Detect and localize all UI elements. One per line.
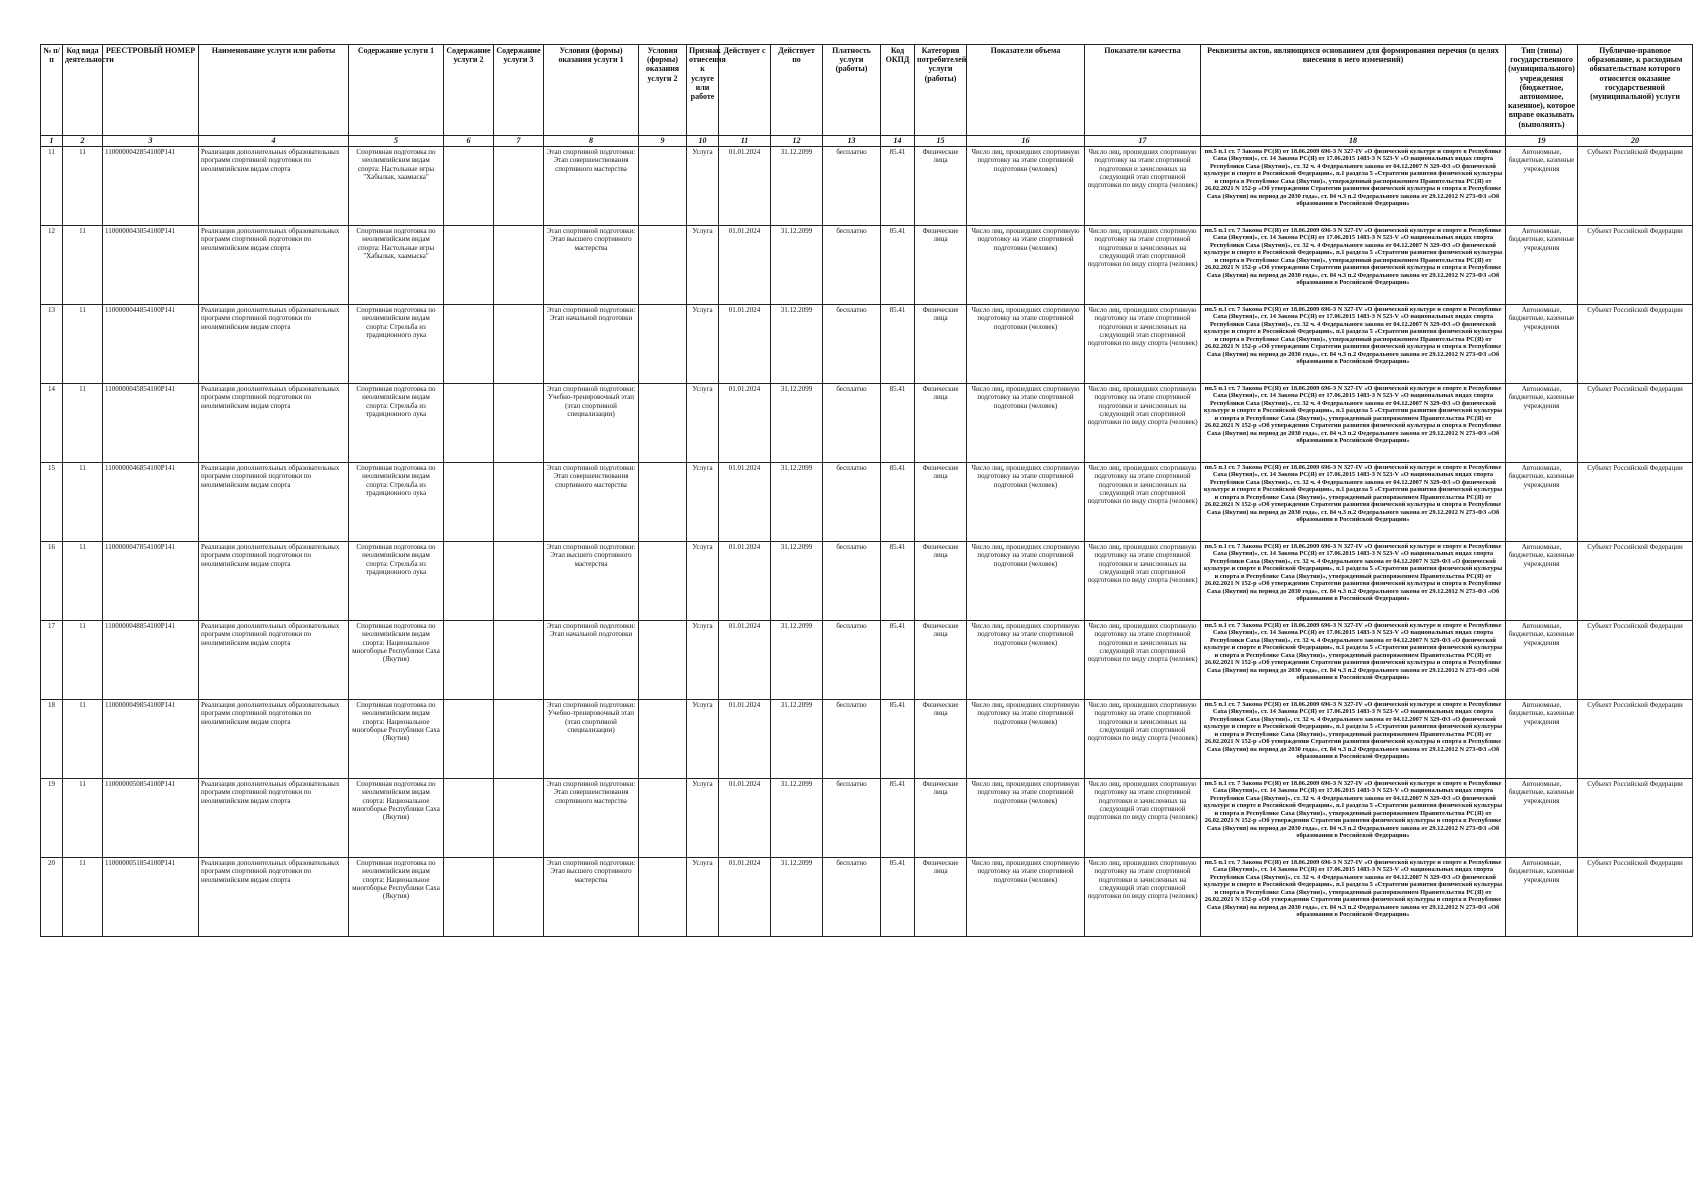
registry-number-cell: 1100000049854100Р141 bbox=[103, 700, 199, 779]
quality-indicator-cell: Число лиц, прошедших спортивную подготовку на этапе спортивной подготовки и зачисленных на следующий этап спортивной подготовки по виду спорта (человек) bbox=[1085, 384, 1201, 463]
conditions-2-cell bbox=[639, 858, 687, 937]
valid-to-cell: 31.12.2099 bbox=[771, 779, 823, 858]
service-name-cell: Реализация дополнительных образовательных программ спортивной подготовки по неолимпийским видам спорта bbox=[199, 226, 349, 305]
payment-cell: бесплатно bbox=[823, 621, 881, 700]
row-number-cell: 15 bbox=[41, 463, 63, 542]
public-entity-cell: Субъект Российской Федерации bbox=[1578, 463, 1693, 542]
content-2-cell bbox=[444, 542, 494, 621]
institution-type-cell: Автономные, бюджетные, казенные учреждения bbox=[1506, 147, 1578, 226]
quality-indicator-cell: Число лиц, прошедших спортивную подготовку на этапе спортивной подготовки и зачисленных на следующий этап спортивной подготовки по виду спорта (человек) bbox=[1085, 621, 1201, 700]
column-number: 8 bbox=[544, 136, 639, 147]
institution-type-cell: Автономные, бюджетные, казенные учреждения bbox=[1506, 305, 1578, 384]
volume-indicator-cell: Число лиц, прошедших спортивную подготовку на этапе спортивной подготовки (человек) bbox=[967, 305, 1085, 384]
row-number-cell: 16 bbox=[41, 542, 63, 621]
legal-basis-cell: пп.5 п.1 ст. 7 Закона РС(Я) от 18.06.2009 696-З N 327-IV «О физической культуре и спорте в Республике Саха (Якутия)», ст. 14 Закона РС(Я) от 17.06.2015 1483-З N 523-V «О национальных видах спорта Республики Саха (Якутия)», ст. 32 ч. 4 Федерального закона от 04.12.2007 N 329-ФЗ «О физической культуре и спорте в Российской Федерации», п.1 раздела 5 «Стратегии развития физической культуры и спорта в Республике Саха (Якутия)», утвержденный распоряжением Правительства РС(Я) от 26.02.2021 N 152-р «Об утверждении Стратегии развития физической культуры и спорта в Республике Саха (Якутия) на период до 2030 года», ст. 84 ч.3 п.2 Федерального закона от 29.12.2012 N 273-ФЗ «Об образовании в Российской Федерации» bbox=[1201, 621, 1506, 700]
conditions-2-cell bbox=[639, 700, 687, 779]
activity-code-cell: 11 bbox=[63, 226, 103, 305]
column-number: 13 bbox=[823, 136, 881, 147]
column-number: 4 bbox=[199, 136, 349, 147]
legal-basis-cell: пп.5 п.1 ст. 7 Закона РС(Я) от 18.06.2009 696-З N 327-IV «О физической культуре и спорте в Республике Саха (Якутия)», ст. 14 Закона РС(Я) от 17.06.2015 1483-З N 523-V «О национальных видах спорта Республики Саха (Якутия)», ст. 32 ч. 4 Федерального закона от 04.12.2007 N 329-ФЗ «О физической культуре и спорте в Российской Федерации», п.1 раздела 5 «Стратегии развития физической культуры и спорта в Республике Саха (Якутия)», утвержденный распоряжением Правительства РС(Я) от 26.02.2021 N 152-р «Об утверждении Стратегии развития физической культуры и спорта в Республике Саха (Якутия) на период до 2030 года», ст. 84 ч.3 п.2 Федерального закона от 29.12.2012 N 273-ФЗ «Об образовании в Российской Федерации» bbox=[1201, 305, 1506, 384]
public-entity-cell: Субъект Российской Федерации bbox=[1578, 779, 1693, 858]
activity-code-cell: 11 bbox=[63, 305, 103, 384]
column-number: 17 bbox=[1085, 136, 1201, 147]
column-number: 14 bbox=[881, 136, 915, 147]
quality-indicator-cell: Число лиц, прошедших спортивную подготовку на этапе спортивной подготовки и зачисленных на следующий этап спортивной подготовки по виду спорта (человек) bbox=[1085, 463, 1201, 542]
institution-type-cell: Автономные, бюджетные, казенные учреждения bbox=[1506, 226, 1578, 305]
registry-sheet bbox=[40, 44, 1692, 937]
content-3-cell bbox=[494, 700, 544, 779]
column-header: Реквизиты актов, являющихся основанием для формирования перечня (в целях внесения в него изменений) bbox=[1201, 45, 1506, 136]
public-entity-cell: Субъект Российской Федерации bbox=[1578, 147, 1693, 226]
activity-code-cell: 11 bbox=[63, 700, 103, 779]
quality-indicator-cell: Число лиц, прошедших спортивную подготовку на этапе спортивной подготовки и зачисленных на следующий этап спортивной подготовки по виду спорта (человек) bbox=[1085, 147, 1201, 226]
table-row bbox=[41, 147, 1693, 226]
conditions-1-cell: Этап спортивной подготовки: Этап совершенствования спортивного мастерства bbox=[544, 147, 639, 226]
service-sign-cell: Услуга bbox=[687, 384, 719, 463]
column-header: Условия (формы) оказания услуги 1 bbox=[544, 45, 639, 136]
column-number: 12 bbox=[771, 136, 823, 147]
valid-from-cell: 01.01.2024 bbox=[719, 463, 771, 542]
column-header: Код ОКПД bbox=[881, 45, 915, 136]
payment-cell: бесплатно bbox=[823, 305, 881, 384]
content-1-cell: Спортивная подготовка по неолимпийским видам спорта: Национальное многоборье Республики Саха (Якутия) bbox=[349, 858, 444, 937]
content-3-cell bbox=[494, 305, 544, 384]
service-name-cell: Реализация дополнительных образовательных программ спортивной подготовки по неолимпийским видам спорта bbox=[199, 542, 349, 621]
consumer-category-cell: Физические лица bbox=[915, 858, 967, 937]
consumer-category-cell: Физические лица bbox=[915, 305, 967, 384]
legal-basis-cell: пп.5 п.1 ст. 7 Закона РС(Я) от 18.06.2009 696-З N 327-IV «О физической культуре и спорте в Республике Саха (Якутия)», ст. 14 Закона РС(Я) от 17.06.2015 1483-З N 523-V «О национальных видах спорта Республики Саха (Якутия)», ст. 32 ч. 4 Федерального закона от 04.12.2007 N 329-ФЗ «О физической культуре и спорте в Российской Федерации», п.1 раздела 5 «Стратегии развития физической культуры и спорта в Республике Саха (Якутия)», утвержденный распоряжением Правительства РС(Я) от 26.02.2021 N 152-р «Об утверждении Стратегии развития физической культуры и спорта в Республике Саха (Якутия) на период до 2030 года», ст. 84 ч.3 п.2 Федерального закона от 29.12.2012 N 273-ФЗ «Об образовании в Российской Федерации» bbox=[1201, 858, 1506, 937]
valid-to-cell: 31.12.2099 bbox=[771, 384, 823, 463]
public-entity-cell: Субъект Российской Федерации bbox=[1578, 305, 1693, 384]
service-sign-cell: Услуга bbox=[687, 463, 719, 542]
quality-indicator-cell: Число лиц, прошедших спортивную подготовку на этапе спортивной подготовки и зачисленных на следующий этап спортивной подготовки по виду спорта (человек) bbox=[1085, 226, 1201, 305]
service-sign-cell: Услуга bbox=[687, 147, 719, 226]
registry-number-cell: 1100000042854100Р141 bbox=[103, 147, 199, 226]
activity-code-cell: 11 bbox=[63, 542, 103, 621]
conditions-1-cell: Этап спортивной подготовки: Этап начальной подготовки bbox=[544, 305, 639, 384]
public-entity-cell: Субъект Российской Федерации bbox=[1578, 700, 1693, 779]
content-1-cell: Спортивная подготовка по неолимпийским видам спорта: Стрельба из традиционного лука bbox=[349, 305, 444, 384]
volume-indicator-cell: Число лиц, прошедших спортивную подготовку на этапе спортивной подготовки (человек) bbox=[967, 621, 1085, 700]
activity-code-cell: 11 bbox=[63, 147, 103, 226]
payment-cell: бесплатно bbox=[823, 542, 881, 621]
legal-basis-cell: пп.5 п.1 ст. 7 Закона РС(Я) от 18.06.2009 696-З N 327-IV «О физической культуре и спорте в Республике Саха (Якутия)», ст. 14 Закона РС(Я) от 17.06.2015 1483-З N 523-V «О национальных видах спорта Республики Саха (Якутия)», ст. 32 ч. 4 Федерального закона от 04.12.2007 N 329-ФЗ «О физической культуре и спорте в Российской Федерации», п.1 раздела 5 «Стратегии развития физической культуры и спорта в Республике Саха (Якутия)», утвержденный распоряжением Правительства РС(Я) от 26.02.2021 N 152-р «Об утверждении Стратегии развития физической культуры и спорта в Республике Саха (Якутия) на период до 2030 года», ст. 84 ч.3 п.2 Федерального закона от 29.12.2012 N 273-ФЗ «Об образовании в Российской Федерации» bbox=[1201, 779, 1506, 858]
content-1-cell: Спортивная подготовка по неолимпийским видам спорта: Национальное многоборье Республики Саха (Якутия) bbox=[349, 700, 444, 779]
column-number: 5 bbox=[349, 136, 444, 147]
service-name-cell: Реализация дополнительных образовательных программ спортивной подготовки по неолимпийским видам спорта bbox=[199, 700, 349, 779]
public-entity-cell: Субъект Российской Федерации bbox=[1578, 542, 1693, 621]
valid-to-cell: 31.12.2099 bbox=[771, 147, 823, 226]
content-2-cell bbox=[444, 463, 494, 542]
payment-cell: бесплатно bbox=[823, 384, 881, 463]
registry-number-cell: 1100000047854100Р141 bbox=[103, 542, 199, 621]
column-header: Показатели качества bbox=[1085, 45, 1201, 136]
institution-type-cell: Автономные, бюджетные, казенные учреждения bbox=[1506, 621, 1578, 700]
valid-to-cell: 31.12.2099 bbox=[771, 463, 823, 542]
okpd-code-cell: 85.41 bbox=[881, 779, 915, 858]
valid-to-cell: 31.12.2099 bbox=[771, 621, 823, 700]
column-number-row bbox=[41, 136, 1693, 147]
conditions-2-cell bbox=[639, 147, 687, 226]
content-3-cell bbox=[494, 621, 544, 700]
column-header: Содержание услуги 3 bbox=[494, 45, 544, 136]
conditions-1-cell: Этап спортивной подготовки: Этап высшего спортивного мастерства bbox=[544, 226, 639, 305]
valid-from-cell: 01.01.2024 bbox=[719, 700, 771, 779]
volume-indicator-cell: Число лиц, прошедших спортивную подготовку на этапе спортивной подготовки (человек) bbox=[967, 384, 1085, 463]
volume-indicator-cell: Число лиц, прошедших спортивную подготовку на этапе спортивной подготовки (человек) bbox=[967, 463, 1085, 542]
service-sign-cell: Услуга bbox=[687, 700, 719, 779]
conditions-1-cell: Этап спортивной подготовки: Учебно-тренировочный этап (этап спортивной специализации) bbox=[544, 384, 639, 463]
service-name-cell: Реализация дополнительных образовательных программ спортивной подготовки по неолимпийским видам спорта bbox=[199, 305, 349, 384]
column-header: Действует по bbox=[771, 45, 823, 136]
consumer-category-cell: Физические лица bbox=[915, 700, 967, 779]
conditions-2-cell bbox=[639, 621, 687, 700]
legal-basis-cell: пп.5 п.1 ст. 7 Закона РС(Я) от 18.06.2009 696-З N 327-IV «О физической культуре и спорте в Республике Саха (Якутия)», ст. 14 Закона РС(Я) от 17.06.2015 1483-З N 523-V «О национальных видах спорта Республики Саха (Якутия)», ст. 32 ч. 4 Федерального закона от 04.12.2007 N 329-ФЗ «О физической культуре и спорте в Российской Федерации», п.1 раздела 5 «Стратегии развития физической культуры и спорта в Республике Саха (Якутия)», утвержденный распоряжением Правительства РС(Я) от 26.02.2021 N 152-р «Об утверждении Стратегии развития физической культуры и спорта в Республике Саха (Якутия) на период до 2030 года», ст. 84 ч.3 п.2 Федерального закона от 29.12.2012 N 273-ФЗ «Об образовании в Российской Федерации» bbox=[1201, 384, 1506, 463]
column-header: Содержание услуги 2 bbox=[444, 45, 494, 136]
row-number-cell: 14 bbox=[41, 384, 63, 463]
valid-to-cell: 31.12.2099 bbox=[771, 542, 823, 621]
column-number: 11 bbox=[719, 136, 771, 147]
content-3-cell bbox=[494, 384, 544, 463]
volume-indicator-cell: Число лиц, прошедших спортивную подготовку на этапе спортивной подготовки (человек) bbox=[967, 147, 1085, 226]
consumer-category-cell: Физические лица bbox=[915, 226, 967, 305]
consumer-category-cell: Физические лица bbox=[915, 542, 967, 621]
column-number: 6 bbox=[444, 136, 494, 147]
volume-indicator-cell: Число лиц, прошедших спортивную подготовку на этапе спортивной подготовки (человек) bbox=[967, 858, 1085, 937]
payment-cell: бесплатно bbox=[823, 779, 881, 858]
payment-cell: бесплатно bbox=[823, 858, 881, 937]
quality-indicator-cell: Число лиц, прошедших спортивную подготовку на этапе спортивной подготовки и зачисленных на следующий этап спортивной подготовки по виду спорта (человек) bbox=[1085, 779, 1201, 858]
row-number-cell: 17 bbox=[41, 621, 63, 700]
content-2-cell bbox=[444, 147, 494, 226]
consumer-category-cell: Физические лица bbox=[915, 779, 967, 858]
row-number-cell: 20 bbox=[41, 858, 63, 937]
valid-from-cell: 01.01.2024 bbox=[719, 384, 771, 463]
consumer-category-cell: Физические лица bbox=[915, 384, 967, 463]
table-body bbox=[41, 147, 1693, 937]
public-entity-cell: Субъект Российской Федерации bbox=[1578, 384, 1693, 463]
volume-indicator-cell: Число лиц, прошедших спортивную подготовку на этапе спортивной подготовки (человек) bbox=[967, 542, 1085, 621]
service-name-cell: Реализация дополнительных образовательных программ спортивной подготовки по неолимпийским видам спорта bbox=[199, 779, 349, 858]
legal-basis-cell: пп.5 п.1 ст. 7 Закона РС(Я) от 18.06.2009 696-З N 327-IV «О физической культуре и спорте в Республике Саха (Якутия)», ст. 14 Закона РС(Я) от 17.06.2015 1483-З N 523-V «О национальных видах спорта Республики Саха (Якутия)», ст. 32 ч. 4 Федерального закона от 04.12.2007 N 329-ФЗ «О физической культуре и спорте в Российской Федерации», п.1 раздела 5 «Стратегии развития физической культуры и спорта в Республике Саха (Якутия)», утвержденный распоряжением Правительства РС(Я) от 26.02.2021 N 152-р «Об утверждении Стратегии развития физической культуры и спорта в Республике Саха (Якутия) на период до 2030 года», ст. 84 ч.3 п.2 Федерального закона от 29.12.2012 N 273-ФЗ «Об образовании в Российской Федерации» bbox=[1201, 226, 1506, 305]
service-sign-cell: Услуга bbox=[687, 542, 719, 621]
content-3-cell bbox=[494, 858, 544, 937]
column-header: Тип (типы) государственного (муниципального) учреждения (бюджетное, автономное, казенное), которое вправе оказывать (выполнять) bbox=[1506, 45, 1578, 136]
valid-from-cell: 01.01.2024 bbox=[719, 305, 771, 384]
registry-number-cell: 1100000048854100Р141 bbox=[103, 621, 199, 700]
payment-cell: бесплатно bbox=[823, 700, 881, 779]
service-name-cell: Реализация дополнительных образовательных программ спортивной подготовки по неолимпийским видам спорта bbox=[199, 463, 349, 542]
content-3-cell bbox=[494, 463, 544, 542]
column-header: РЕЕСТРОВЫЙ НОМЕР bbox=[103, 45, 199, 136]
legal-basis-cell: пп.5 п.1 ст. 7 Закона РС(Я) от 18.06.2009 696-З N 327-IV «О физической культуре и спорте в Республике Саха (Якутия)», ст. 14 Закона РС(Я) от 17.06.2015 1483-З N 523-V «О национальных видах спорта Республики Саха (Якутия)», ст. 32 ч. 4 Федерального закона от 04.12.2007 N 329-ФЗ «О физической культуре и спорте в Российской Федерации», п.1 раздела 5 «Стратегии развития физической культуры и спорта в Республике Саха (Якутия)», утвержденный распоряжением Правительства РС(Я) от 26.02.2021 N 152-р «Об утверждении Стратегии развития физической культуры и спорта в Республике Саха (Якутия) на период до 2030 года», ст. 84 ч.3 п.2 Федерального закона от 29.12.2012 N 273-ФЗ «Об образовании в Российской Федерации» bbox=[1201, 147, 1506, 226]
conditions-2-cell bbox=[639, 463, 687, 542]
content-2-cell bbox=[444, 305, 494, 384]
conditions-1-cell: Этап спортивной подготовки: Этап начальной подготовки bbox=[544, 621, 639, 700]
content-2-cell bbox=[444, 226, 494, 305]
table-row bbox=[41, 779, 1693, 858]
column-header: Категория потребителей услуги (работы) bbox=[915, 45, 967, 136]
service-sign-cell: Услуга bbox=[687, 305, 719, 384]
row-number-cell: 13 bbox=[41, 305, 63, 384]
header-row bbox=[41, 45, 1693, 136]
public-entity-cell: Субъект Российской Федерации bbox=[1578, 621, 1693, 700]
volume-indicator-cell: Число лиц, прошедших спортивную подготовку на этапе спортивной подготовки (человек) bbox=[967, 226, 1085, 305]
content-3-cell bbox=[494, 779, 544, 858]
table-row bbox=[41, 384, 1693, 463]
public-entity-cell: Субъект Российской Федерации bbox=[1578, 858, 1693, 937]
column-number: 15 bbox=[915, 136, 967, 147]
conditions-1-cell: Этап спортивной подготовки: Учебно-тренировочный этап (этап спортивной специализации) bbox=[544, 700, 639, 779]
valid-to-cell: 31.12.2099 bbox=[771, 226, 823, 305]
institution-type-cell: Автономные, бюджетные, казенные учреждения bbox=[1506, 779, 1578, 858]
row-number-cell: 19 bbox=[41, 779, 63, 858]
conditions-1-cell: Этап спортивной подготовки: Этап совершенствования спортивного мастерства bbox=[544, 463, 639, 542]
column-header: Показатели объема bbox=[967, 45, 1085, 136]
conditions-2-cell bbox=[639, 226, 687, 305]
column-header: Платность услуги (работы) bbox=[823, 45, 881, 136]
okpd-code-cell: 85.41 bbox=[881, 147, 915, 226]
legal-basis-cell: пп.5 п.1 ст. 7 Закона РС(Я) от 18.06.2009 696-З N 327-IV «О физической культуре и спорте в Республике Саха (Якутия)», ст. 14 Закона РС(Я) от 17.06.2015 1483-З N 523-V «О национальных видах спорта Республики Саха (Якутия)», ст. 32 ч. 4 Федерального закона от 04.12.2007 N 329-ФЗ «О физической культуре и спорте в Российской Федерации», п.1 раздела 5 «Стратегии развития физической культуры и спорта в Республике Саха (Якутия)», утвержденный распоряжением Правительства РС(Я) от 26.02.2021 N 152-р «Об утверждении Стратегии развития физической культуры и спорта в Республике Саха (Якутия) на период до 2030 года», ст. 84 ч.3 п.2 Федерального закона от 29.12.2012 N 273-ФЗ «Об образовании в Российской Федерации» bbox=[1201, 700, 1506, 779]
column-header: Признак отнесения к услуге или работе bbox=[687, 45, 719, 136]
service-sign-cell: Услуга bbox=[687, 779, 719, 858]
service-name-cell: Реализация дополнительных образовательных программ спортивной подготовки по неолимпийским видам спорта bbox=[199, 621, 349, 700]
column-header: Действует с bbox=[719, 45, 771, 136]
column-number: 3 bbox=[103, 136, 199, 147]
conditions-1-cell: Этап спортивной подготовки: Этап совершенствования спортивного мастерства bbox=[544, 779, 639, 858]
okpd-code-cell: 85.41 bbox=[881, 305, 915, 384]
conditions-1-cell: Этап спортивной подготовки: Этап высшего спортивного мастерства bbox=[544, 858, 639, 937]
okpd-code-cell: 85.41 bbox=[881, 542, 915, 621]
valid-from-cell: 01.01.2024 bbox=[719, 147, 771, 226]
okpd-code-cell: 85.41 bbox=[881, 384, 915, 463]
content-2-cell bbox=[444, 621, 494, 700]
activity-code-cell: 11 bbox=[63, 858, 103, 937]
consumer-category-cell: Физические лица bbox=[915, 621, 967, 700]
column-header: Наименование услуги или работы bbox=[199, 45, 349, 136]
valid-from-cell: 01.01.2024 bbox=[719, 858, 771, 937]
payment-cell: бесплатно bbox=[823, 463, 881, 542]
institution-type-cell: Автономные, бюджетные, казенные учреждения bbox=[1506, 463, 1578, 542]
activity-code-cell: 11 bbox=[63, 384, 103, 463]
registry-number-cell: 1100000043854100Р141 bbox=[103, 226, 199, 305]
legal-basis-cell: пп.5 п.1 ст. 7 Закона РС(Я) от 18.06.2009 696-З N 327-IV «О физической культуре и спорте в Республике Саха (Якутия)», ст. 14 Закона РС(Я) от 17.06.2015 1483-З N 523-V «О национальных видах спорта Республики Саха (Якутия)», ст. 32 ч. 4 Федерального закона от 04.12.2007 N 329-ФЗ «О физической культуре и спорте в Российской Федерации», п.1 раздела 5 «Стратегии развития физической культуры и спорта в Республике Саха (Якутия)», утвержденный распоряжением Правительства РС(Я) от 26.02.2021 N 152-р «Об утверждении Стратегии развития физической культуры и спорта в Республике Саха (Якутия) на период до 2030 года», ст. 84 ч.3 п.2 Федерального закона от 29.12.2012 N 273-ФЗ «Об образовании в Российской Федерации» bbox=[1201, 463, 1506, 542]
conditions-2-cell bbox=[639, 384, 687, 463]
column-number: 10 bbox=[687, 136, 719, 147]
content-1-cell: Спортивная подготовка по неолимпийским видам спорта: Стрельба из традиционного лука bbox=[349, 384, 444, 463]
service-sign-cell: Услуга bbox=[687, 226, 719, 305]
volume-indicator-cell: Число лиц, прошедших спортивную подготовку на этапе спортивной подготовки (человек) bbox=[967, 700, 1085, 779]
valid-from-cell: 01.01.2024 bbox=[719, 226, 771, 305]
okpd-code-cell: 85.41 bbox=[881, 700, 915, 779]
content-3-cell bbox=[494, 542, 544, 621]
registry-number-cell: 1100000044854100Р141 bbox=[103, 305, 199, 384]
institution-type-cell: Автономные, бюджетные, казенные учреждения bbox=[1506, 542, 1578, 621]
payment-cell: бесплатно bbox=[823, 226, 881, 305]
quality-indicator-cell: Число лиц, прошедших спортивную подготовку на этапе спортивной подготовки и зачисленных на следующий этап спортивной подготовки по виду спорта (человек) bbox=[1085, 858, 1201, 937]
okpd-code-cell: 85.41 bbox=[881, 463, 915, 542]
column-number: 7 bbox=[494, 136, 544, 147]
institution-type-cell: Автономные, бюджетные, казенные учреждения bbox=[1506, 858, 1578, 937]
services-registry-table bbox=[40, 44, 1693, 937]
column-number: 19 bbox=[1506, 136, 1578, 147]
row-number-cell: 11 bbox=[41, 147, 63, 226]
column-header: Код вида деятельности bbox=[63, 45, 103, 136]
content-1-cell: Спортивная подготовка по неолимпийским видам спорта: Стрельба из традиционного лука bbox=[349, 463, 444, 542]
quality-indicator-cell: Число лиц, прошедших спортивную подготовку на этапе спортивной подготовки и зачисленных на следующий этап спортивной подготовки по виду спорта (человек) bbox=[1085, 305, 1201, 384]
valid-from-cell: 01.01.2024 bbox=[719, 779, 771, 858]
row-number-cell: 12 bbox=[41, 226, 63, 305]
valid-to-cell: 31.12.2099 bbox=[771, 858, 823, 937]
table-row bbox=[41, 226, 1693, 305]
column-header: Условия (формы) оказания услуги 2 bbox=[639, 45, 687, 136]
service-name-cell: Реализация дополнительных образовательных программ спортивной подготовки по неолимпийским видам спорта bbox=[199, 858, 349, 937]
content-1-cell: Спортивная подготовка по неолимпийским видам спорта: Настольные игры "Хабылык, хаамыска" bbox=[349, 147, 444, 226]
content-2-cell bbox=[444, 384, 494, 463]
public-entity-cell: Субъект Российской Федерации bbox=[1578, 226, 1693, 305]
conditions-2-cell bbox=[639, 305, 687, 384]
content-3-cell bbox=[494, 226, 544, 305]
column-header: Публично-правовое образование, к расходным обязательствам которого относится оказание государственной (муниципальной) услуги bbox=[1578, 45, 1693, 136]
table-row bbox=[41, 621, 1693, 700]
column-number: 16 bbox=[967, 136, 1085, 147]
institution-type-cell: Автономные, бюджетные, казенные учреждения bbox=[1506, 384, 1578, 463]
content-1-cell: Спортивная подготовка по неолимпийским видам спорта: Национальное многоборье Республики Саха (Якутия) bbox=[349, 779, 444, 858]
content-1-cell: Спортивная подготовка по неолимпийским видам спорта: Стрельба из традиционного лука bbox=[349, 542, 444, 621]
column-header: № п/п bbox=[41, 45, 63, 136]
quality-indicator-cell: Число лиц, прошедших спортивную подготовку на этапе спортивной подготовки и зачисленных на следующий этап спортивной подготовки по виду спорта (человек) bbox=[1085, 700, 1201, 779]
content-2-cell bbox=[444, 779, 494, 858]
quality-indicator-cell: Число лиц, прошедших спортивную подготовку на этапе спортивной подготовки и зачисленных на следующий этап спортивной подготовки по виду спорта (человек) bbox=[1085, 542, 1201, 621]
valid-from-cell: 01.01.2024 bbox=[719, 542, 771, 621]
content-1-cell: Спортивная подготовка по неолимпийским видам спорта: Национальное многоборье Республики Саха (Якутия) bbox=[349, 621, 444, 700]
service-sign-cell: Услуга bbox=[687, 621, 719, 700]
consumer-category-cell: Физические лица bbox=[915, 147, 967, 226]
column-number: 2 bbox=[63, 136, 103, 147]
valid-from-cell: 01.01.2024 bbox=[719, 621, 771, 700]
table-row bbox=[41, 463, 1693, 542]
column-number: 18 bbox=[1201, 136, 1506, 147]
consumer-category-cell: Физические лица bbox=[915, 463, 967, 542]
column-number: 1 bbox=[41, 136, 63, 147]
service-name-cell: Реализация дополнительных образовательных программ спортивной подготовки по неолимпийским видам спорта bbox=[199, 384, 349, 463]
column-header: Содержание услуги 1 bbox=[349, 45, 444, 136]
payment-cell: бесплатно bbox=[823, 147, 881, 226]
table-row bbox=[41, 700, 1693, 779]
table-header bbox=[41, 45, 1693, 147]
content-2-cell bbox=[444, 858, 494, 937]
registry-number-cell: 1100000050854100Р141 bbox=[103, 779, 199, 858]
institution-type-cell: Автономные, бюджетные, казенные учреждения bbox=[1506, 700, 1578, 779]
content-3-cell bbox=[494, 147, 544, 226]
legal-basis-cell: пп.5 п.1 ст. 7 Закона РС(Я) от 18.06.2009 696-З N 327-IV «О физической культуре и спорте в Республике Саха (Якутия)», ст. 14 Закона РС(Я) от 17.06.2015 1483-З N 523-V «О национальных видах спорта Республики Саха (Якутия)», ст. 32 ч. 4 Федерального закона от 04.12.2007 N 329-ФЗ «О физической культуре и спорте в Российской Федерации», п.1 раздела 5 «Стратегии развития физической культуры и спорта в Республике Саха (Якутия)», утвержденный распоряжением Правительства РС(Я) от 26.02.2021 N 152-р «Об утверждении Стратегии развития физической культуры и спорта в Республике Саха (Якутия) на период до 2030 года», ст. 84 ч.3 п.2 Федерального закона от 29.12.2012 N 273-ФЗ «Об образовании в Российской Федерации» bbox=[1201, 542, 1506, 621]
okpd-code-cell: 85.41 bbox=[881, 226, 915, 305]
table-row bbox=[41, 542, 1693, 621]
conditions-1-cell: Этап спортивной подготовки: Этап высшего спортивного мастерства bbox=[544, 542, 639, 621]
content-1-cell: Спортивная подготовка по неолимпийским видам спорта: Настольные игры "Хабылык, хаамыска" bbox=[349, 226, 444, 305]
column-number: 20 bbox=[1578, 136, 1693, 147]
registry-number-cell: 1100000046854100Р141 bbox=[103, 463, 199, 542]
valid-to-cell: 31.12.2099 bbox=[771, 700, 823, 779]
row-number-cell: 18 bbox=[41, 700, 63, 779]
valid-to-cell: 31.12.2099 bbox=[771, 305, 823, 384]
activity-code-cell: 11 bbox=[63, 779, 103, 858]
conditions-2-cell bbox=[639, 542, 687, 621]
okpd-code-cell: 85.41 bbox=[881, 621, 915, 700]
conditions-2-cell bbox=[639, 779, 687, 858]
volume-indicator-cell: Число лиц, прошедших спортивную подготовку на этапе спортивной подготовки (человек) bbox=[967, 779, 1085, 858]
content-2-cell bbox=[444, 700, 494, 779]
table-row bbox=[41, 305, 1693, 384]
registry-number-cell: 1100000045854100Р141 bbox=[103, 384, 199, 463]
column-number: 9 bbox=[639, 136, 687, 147]
table-row bbox=[41, 858, 1693, 937]
service-sign-cell: Услуга bbox=[687, 858, 719, 937]
registry-number-cell: 1100000051854100Р141 bbox=[103, 858, 199, 937]
activity-code-cell: 11 bbox=[63, 621, 103, 700]
service-name-cell: Реализация дополнительных образовательных программ спортивной подготовки по неолимпийским видам спорта bbox=[199, 147, 349, 226]
okpd-code-cell: 85.41 bbox=[881, 858, 915, 937]
activity-code-cell: 11 bbox=[63, 463, 103, 542]
